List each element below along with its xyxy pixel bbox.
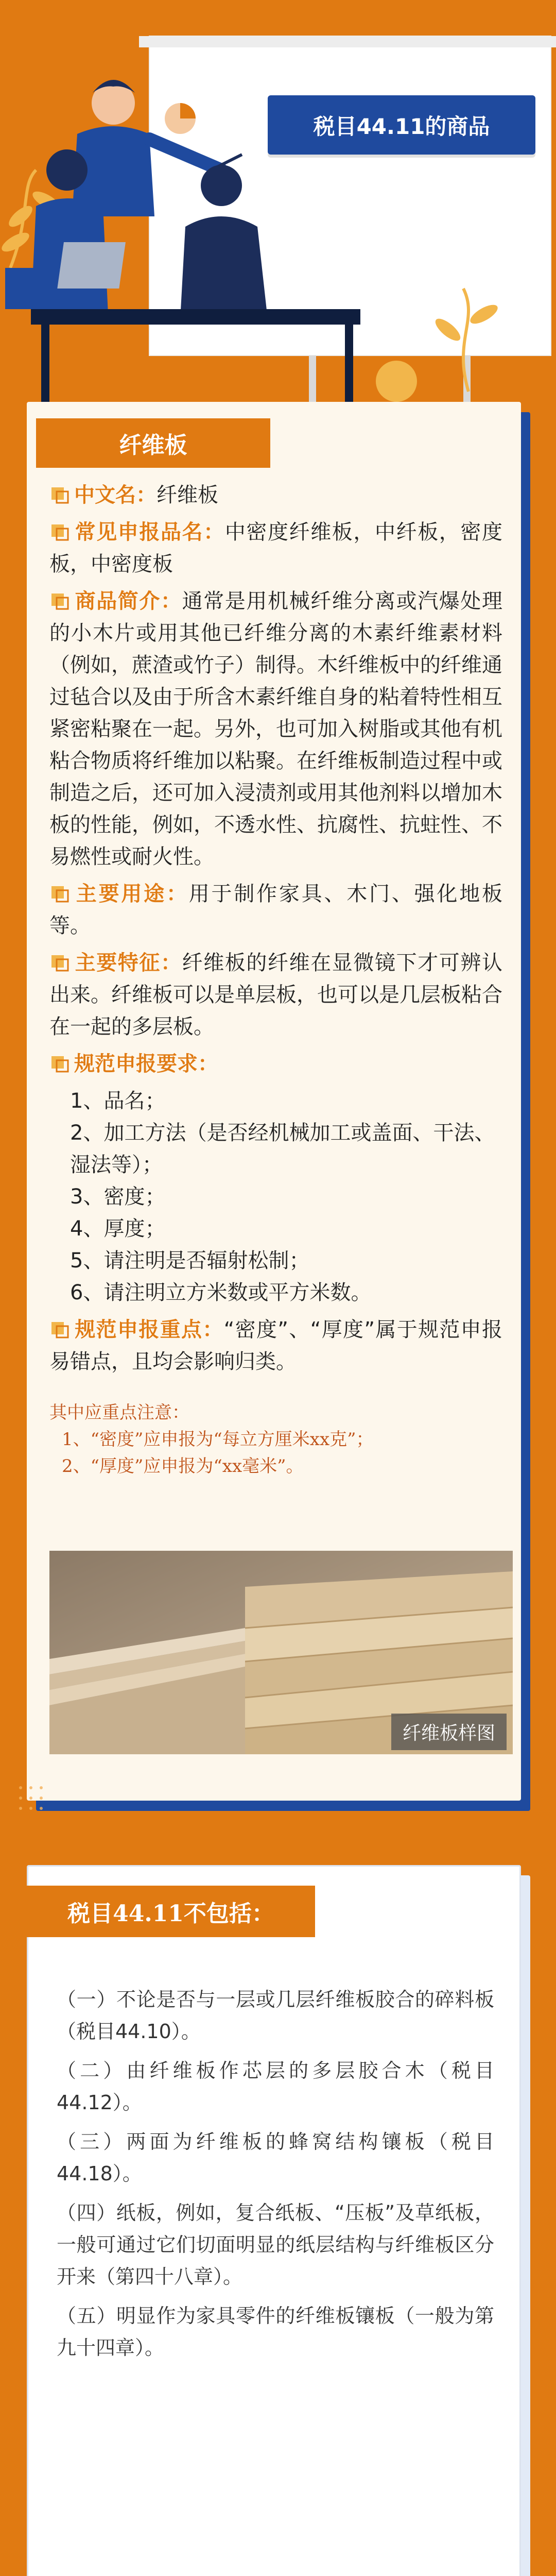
bullet-mark-icon <box>49 482 70 503</box>
field-declared-names <box>49 516 502 580</box>
exclusions-body <box>57 1984 494 2371</box>
field-features <box>49 947 502 1043</box>
field-value: 中密度纤维板，中纤板，密度板，中密度板 <box>49 520 503 576</box>
list-item: 3、密度； <box>70 1185 166 1209</box>
exclusions-tag: 税目44.11不包括： <box>27 1886 315 1937</box>
list-item: （二）由纤维板作芯层的多层胶合木（税目44.12）。 <box>57 2059 494 2114</box>
field-label: 常见申报品名： <box>74 520 225 544</box>
field-label: 商品简介： <box>74 589 182 613</box>
note-block <box>49 1399 502 1480</box>
field-key-point <box>49 1314 502 1378</box>
field-value: 纤维板的纤维在显微镜下才可辨认出来。纤维板可以是单层板，也可以是几层板粘合在一起的多层板。 <box>49 951 503 1039</box>
field-value: “密度”、“厚度”属于规范申报易错点，且均会影响归类。 <box>49 1318 503 1374</box>
note-line: 2、“厚度”应申报为“xx毫米”。 <box>62 1456 304 1477</box>
bullet-mark-icon <box>49 1317 70 1337</box>
field-requirements <box>49 1048 502 1080</box>
list-item: （一）不论是否与一层或几层纤维板胶合的碎料板（税目44.10）。 <box>57 1988 494 2043</box>
list-item: 4、厚度； <box>70 1217 166 1241</box>
bullet-mark-icon <box>49 519 70 540</box>
dot-grid-decoration <box>0 1772 556 1855</box>
list-item: 5、请注明是否辐射松制； <box>70 1249 310 1273</box>
field-uses <box>49 878 502 942</box>
field-label: 规范申报要求： <box>74 1052 218 1076</box>
note-title: 其中应重点注意： <box>49 1402 189 1423</box>
field-value: 纤维板 <box>157 483 218 507</box>
fiberboard-sample-photo <box>49 1551 513 1754</box>
list-item: （五）明显作为家具零件的纤维板镶板（一般为第九十四章）。 <box>57 2304 494 2359</box>
field-label: 主要用途： <box>74 882 189 906</box>
list-item: 6、请注明立方米数或平方米数。 <box>70 1281 372 1304</box>
field-chinese-name <box>49 479 502 511</box>
bullet-mark-icon <box>49 588 70 609</box>
bullet-mark-icon <box>49 950 70 971</box>
field-label: 中文名： <box>74 483 157 507</box>
photo-caption: 纤维板样图 <box>391 1714 507 1750</box>
presentation-illustration <box>0 0 556 443</box>
list-item: （三）两面为纤维板的蜂窝结构镶板（税目44.18）。 <box>57 2130 494 2185</box>
list-item: 2、加工方法（是否经机械加工或盖面、干法、湿法等）； <box>70 1121 495 1177</box>
field-description <box>49 585 502 873</box>
section-tag: 纤维板 <box>36 418 270 468</box>
note-line: 1、“密度”应申报为“每立方厘米xx克”； <box>62 1429 374 1450</box>
bullet-mark-icon <box>49 881 70 902</box>
field-value: 用于制作家具、木门、强化地板等。 <box>49 882 503 938</box>
field-label: 主要特征： <box>74 951 182 975</box>
field-label: 规范申报重点： <box>74 1318 224 1342</box>
content-body <box>49 479 502 1480</box>
list-item: （四）纸板，例如，复合纸板、“压板”及草纸板，一般可通过它们切面明显的纸层结构与纤维板区分开来（第四十八章）。 <box>57 2201 494 2288</box>
field-value: 通常是用机械纤维分离或汽爆处理的小木片或用其他已纤维分离的木素纤维素材料（例如，蔗渣或竹子）制得。木纤维板中的纤维通过毡合以及由于所含木素纤维自身的粘着特性相互紧密粘聚在一起。另外，也可加入树脂或其他有机粘合物质将纤维加以粘聚。在纤维板制造过程中或制造之后，还可加入浸渍剂或用其他剂料以增加木板的性能，例如，不透水性、抗腐性、抗蛀性、不易燃性或耐火性。 <box>49 589 503 869</box>
list-item: 1、品名； <box>70 1089 166 1113</box>
bullet-mark-icon <box>49 1051 70 1072</box>
page-title: 税目44.11的商品 <box>268 95 535 155</box>
